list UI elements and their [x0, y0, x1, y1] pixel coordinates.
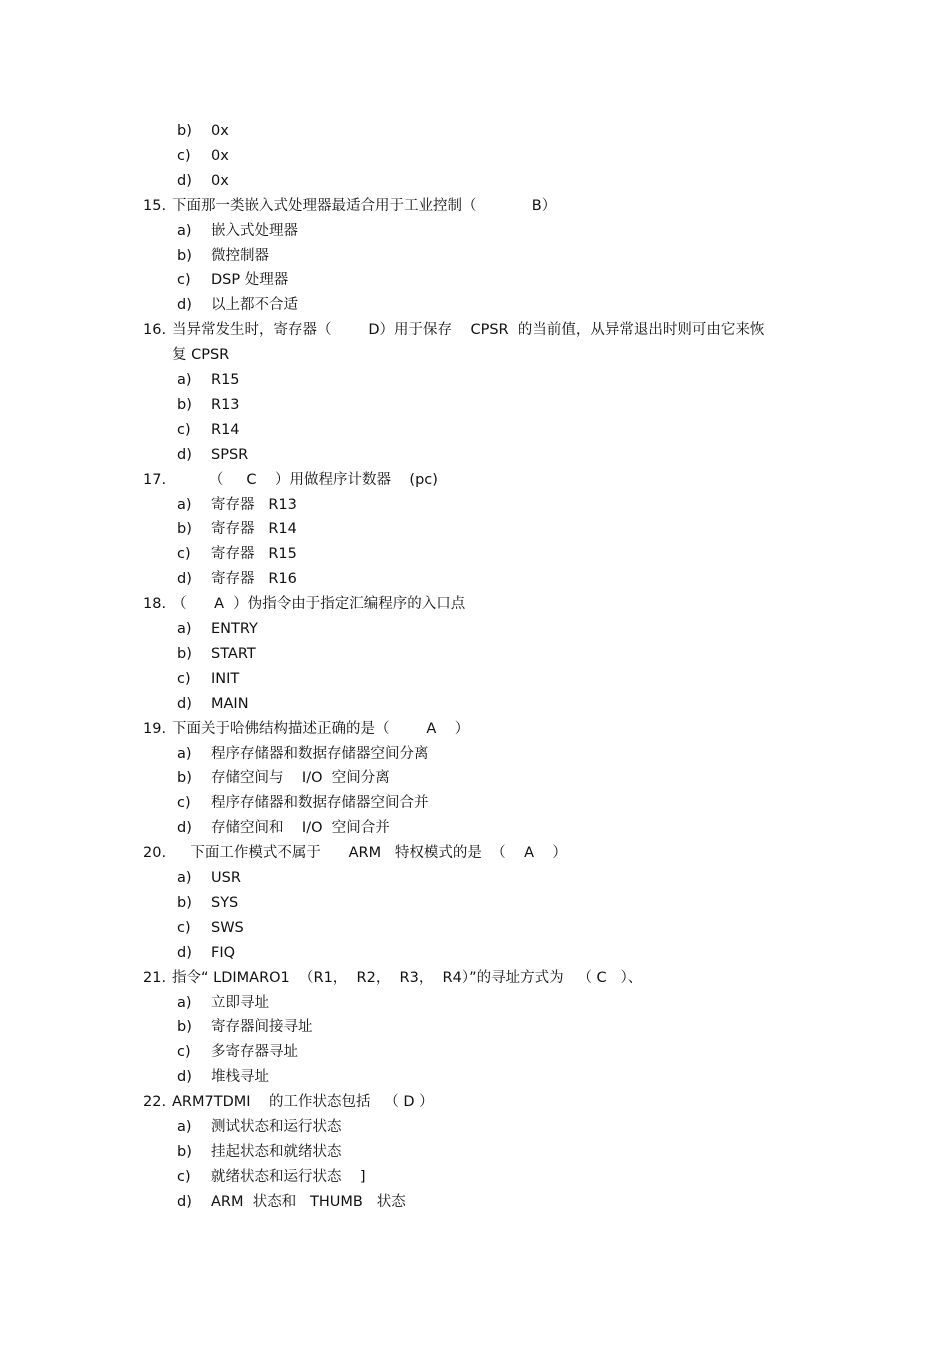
option-letter: a) — [177, 995, 192, 1011]
option-text: 挂起状态和就绪状态 — [211, 1144, 342, 1160]
question-text: 下面关于哈佛结构描述正确的是（ A ） — [172, 721, 470, 737]
option-text: SWS — [211, 920, 244, 936]
question-number: 19. — [143, 721, 167, 737]
option-text: DSP 处理器 — [211, 272, 289, 288]
option-letter: c) — [177, 1169, 191, 1185]
option-text: 测试状态和运行状态 — [211, 1119, 342, 1135]
question-text: （ A ）伪指令由于指定汇编程序的入口点 — [172, 596, 466, 612]
option-text: 嵌入式处理器 — [211, 223, 298, 239]
option-text: 程序存储器和数据存储器空间分离 — [211, 746, 429, 762]
option-text: 堆栈寻址 — [211, 1069, 269, 1085]
option-text: SYS — [211, 895, 239, 911]
option-text: ENTRY — [211, 621, 258, 637]
option-letter: c) — [177, 795, 191, 811]
option-letter: a) — [177, 870, 192, 886]
option-text: INIT — [211, 671, 240, 687]
question-text: 下面工作模式不属于 ARM 特权模式的是 （ A ） — [172, 845, 567, 861]
option-letter: d) — [177, 447, 192, 463]
option-letter: c) — [177, 546, 191, 562]
option-text: 存储空间与 I/O 空间分离 — [211, 770, 390, 786]
option-text: 多寄存器寻址 — [211, 1044, 298, 1060]
option-letter: b) — [177, 646, 192, 662]
option-letter: a) — [177, 223, 192, 239]
option-text: 程序存储器和数据存储器空间合并 — [211, 795, 429, 811]
option-text: 以上都不合适 — [211, 297, 298, 313]
question-text: 当异常发生时，寄存器（ D）用于保存 CPSR 的当前值，从异常退出时则可由它来恢 — [172, 322, 765, 338]
option-letter: a) — [177, 1119, 192, 1135]
option-letter: a) — [177, 497, 192, 513]
option-letter: a) — [177, 746, 192, 762]
question-text: 下面那一类嵌入式处理器最适合用于工业控制（ B） — [172, 198, 557, 214]
option-letter: b) — [177, 1144, 192, 1160]
option-text: 寄存器 R16 — [211, 571, 297, 587]
option-letter: d) — [177, 1069, 192, 1085]
option-letter: c) — [177, 1044, 191, 1060]
option-letter: d) — [177, 820, 192, 836]
option-text: FIQ — [211, 945, 236, 961]
option-text: 就绪状态和运行状态 ] — [211, 1169, 366, 1185]
question-number: 18. — [143, 596, 167, 612]
option-letter: b) — [177, 521, 192, 537]
question-number: 17. — [143, 472, 167, 488]
question-text: 指令“ LDIMARO1 （R1， R2， R3， R4）”的寻址方式为 （ C ）、 — [172, 970, 643, 986]
option-letter: b) — [177, 1019, 192, 1035]
option-letter: a) — [177, 621, 192, 637]
option-text: USR — [211, 870, 241, 886]
option-text: 寄存器 R13 — [211, 497, 297, 513]
option-text: SPSR — [211, 447, 249, 463]
option-letter: d) — [177, 945, 192, 961]
option-text: MAIN — [211, 696, 249, 712]
option-text: 立即寻址 — [211, 995, 269, 1011]
option-letter: c) — [177, 272, 191, 288]
option-text: R14 — [211, 422, 240, 438]
question-text-continuation: 复 CPSR — [172, 347, 230, 363]
option-text: 存储空间和 I/O 空间合并 — [211, 820, 390, 836]
option-text: 微控制器 — [211, 248, 269, 264]
option-text: START — [211, 646, 256, 662]
option-text: R15 — [211, 372, 240, 388]
option-letter: d) — [177, 297, 192, 313]
question-text: ARM7TDMI 的工作状态包括 （ D ） — [172, 1094, 434, 1110]
question-number: 21. — [143, 970, 167, 986]
question-number: 20. — [143, 845, 167, 861]
option-text: R13 — [211, 397, 240, 413]
option-letter: d) — [177, 1194, 192, 1210]
option-text: 寄存器间接寻址 — [211, 1019, 313, 1035]
option-letter: d) — [177, 696, 192, 712]
option-letter: b) — [177, 397, 192, 413]
option-letter: d) — [177, 173, 192, 189]
question-text: （ C ）用做程序计数器 (pc) — [172, 472, 438, 488]
option-letter: c) — [177, 148, 191, 164]
option-text: 寄存器 R14 — [211, 521, 297, 537]
question-number: 16. — [143, 322, 167, 338]
option-text: 寄存器 R15 — [211, 546, 297, 562]
option-letter: a) — [177, 372, 192, 388]
option-letter: d) — [177, 571, 192, 587]
question-number: 22. — [143, 1094, 167, 1110]
option-letter: b) — [177, 248, 192, 264]
option-letter: c) — [177, 422, 191, 438]
question-number: 15. — [143, 198, 167, 214]
option-letter: b) — [177, 123, 192, 139]
option-text: 0x — [211, 173, 229, 189]
option-text: ARM 状态和 THUMB 状态 — [211, 1194, 406, 1210]
option-letter: c) — [177, 671, 191, 687]
option-text: 0x — [211, 148, 229, 164]
option-text: 0x — [211, 123, 229, 139]
option-letter: b) — [177, 770, 192, 786]
option-letter: b) — [177, 895, 192, 911]
option-letter: c) — [177, 920, 191, 936]
